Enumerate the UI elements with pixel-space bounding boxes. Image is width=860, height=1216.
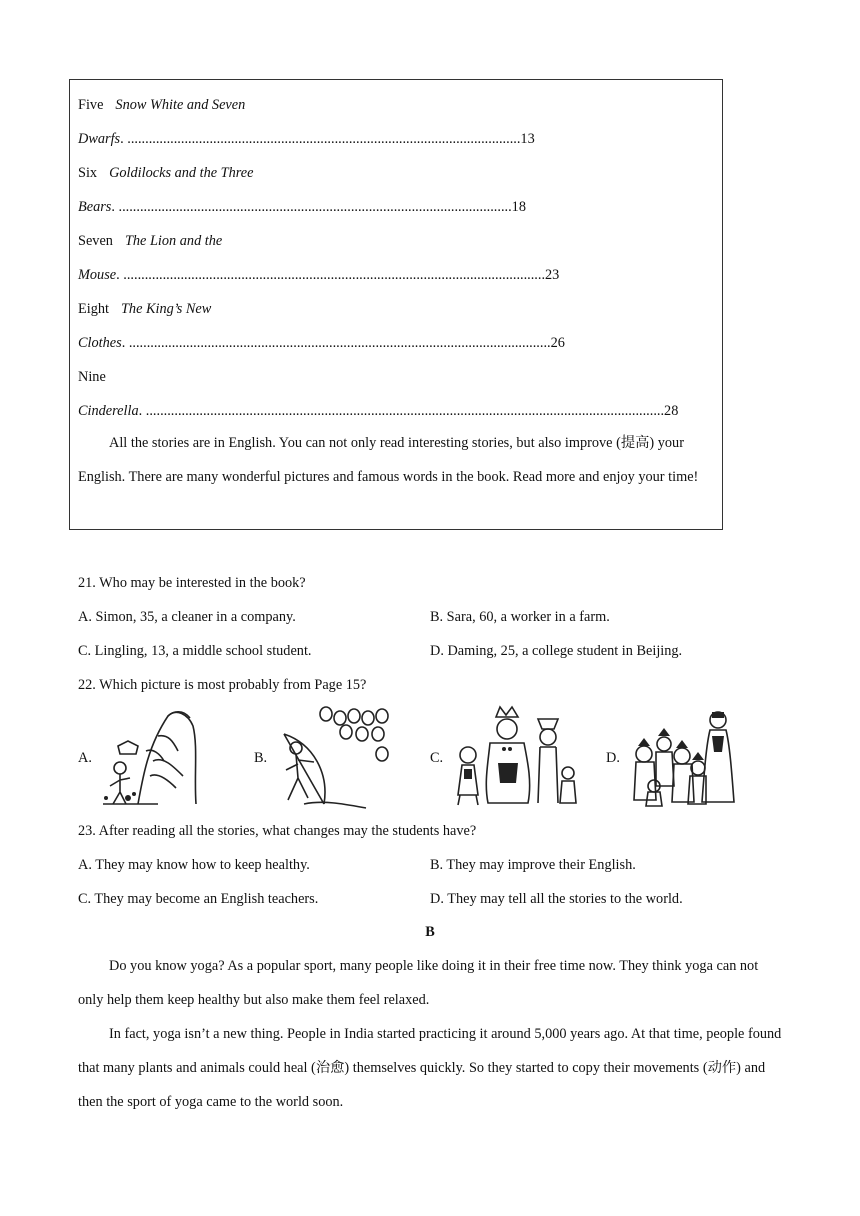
question-21-option-a[interactable]: A. Simon, 35, a cleaner in a company.	[78, 609, 296, 625]
toc-description-paragraph: All the stories are in English. You can not only read interesting stories, but also improve (提高) your English. There are many wonderful pictures and famous words in the book. Read more and enjoy your time!	[78, 435, 699, 485]
section-b-paragraph-1: Do you know yoga? As a popular sport, many people like doing it in their free time now. They think yoga can not only help them keep healthy but also make them feel relaxed.	[78, 958, 759, 1008]
question-21-option-d[interactable]: D. Daming, 25, a college student in Beijing.	[430, 643, 683, 659]
question-23-option-c[interactable]: C. They may become an English teachers.	[78, 891, 319, 907]
section-b-heading: B	[425, 924, 435, 940]
snow-white-dwarfs-icon[interactable]	[626, 706, 744, 808]
toc-entry-nine-heading: Nine	[78, 369, 106, 385]
toc-entry-six-line: Bears. ..............................................................................................................18	[78, 199, 526, 215]
table-of-contents-box	[69, 79, 723, 530]
question-21-stem: 21. Who may be interested in the book?	[78, 575, 306, 591]
king-crowd-icon[interactable]	[448, 703, 580, 809]
question-22-stem: 22. Which picture is most probably from Page 15?	[78, 677, 367, 693]
question-23-stem: 23. After reading all the stories, what changes may the students have?	[78, 823, 477, 839]
question-22-option-d[interactable]: D.	[606, 750, 620, 766]
question-22-option-c[interactable]: C.	[430, 750, 444, 766]
section-b-paragraph-2: In fact, yoga isn’t a new thing. People in India started practicing it around 5,000 years ago. At that time, people found that many plants and animals could heal (治愈) themselves quickly. So they started to copy their movements (动作) and then the sport of yoga came to the world soon.	[78, 1026, 782, 1110]
toc-entry-five-line: Dwarfs. ..............................................................................................................13	[78, 131, 535, 147]
toc-entry-seven-heading: Seven The Lion and the	[78, 233, 223, 249]
archer-balloons-icon[interactable]	[274, 704, 394, 810]
toc-entry-nine-line: Cinderella. .................................................................................................................................................28	[78, 403, 679, 419]
question-22-option-b[interactable]: B.	[254, 750, 268, 766]
toc-entry-eight-heading: Eight The King’s New	[78, 301, 212, 317]
question-21-option-c[interactable]: C. Lingling, 13, a middle school student.	[78, 643, 312, 659]
question-22-option-a[interactable]: A.	[78, 750, 92, 766]
question-23-option-d[interactable]: D. They may tell all the stories to the world.	[430, 891, 683, 907]
toc-entry-five-heading: Five Snow White and Seven	[78, 97, 246, 113]
question-23-option-b[interactable]: B. They may improve their English.	[430, 857, 636, 873]
toc-entry-eight-line: Clothes. ......................................................................................................................26	[78, 335, 565, 351]
question-23-option-a[interactable]: A. They may know how to keep healthy.	[78, 857, 310, 873]
toc-entry-seven-line: Mouse. ......................................................................................................................23	[78, 267, 560, 283]
mountain-figure-icon[interactable]	[98, 706, 200, 808]
question-21-option-b[interactable]: B. Sara, 60, a worker in a farm.	[430, 609, 610, 625]
toc-entry-six-heading: Six Goldilocks and the Three	[78, 165, 254, 181]
